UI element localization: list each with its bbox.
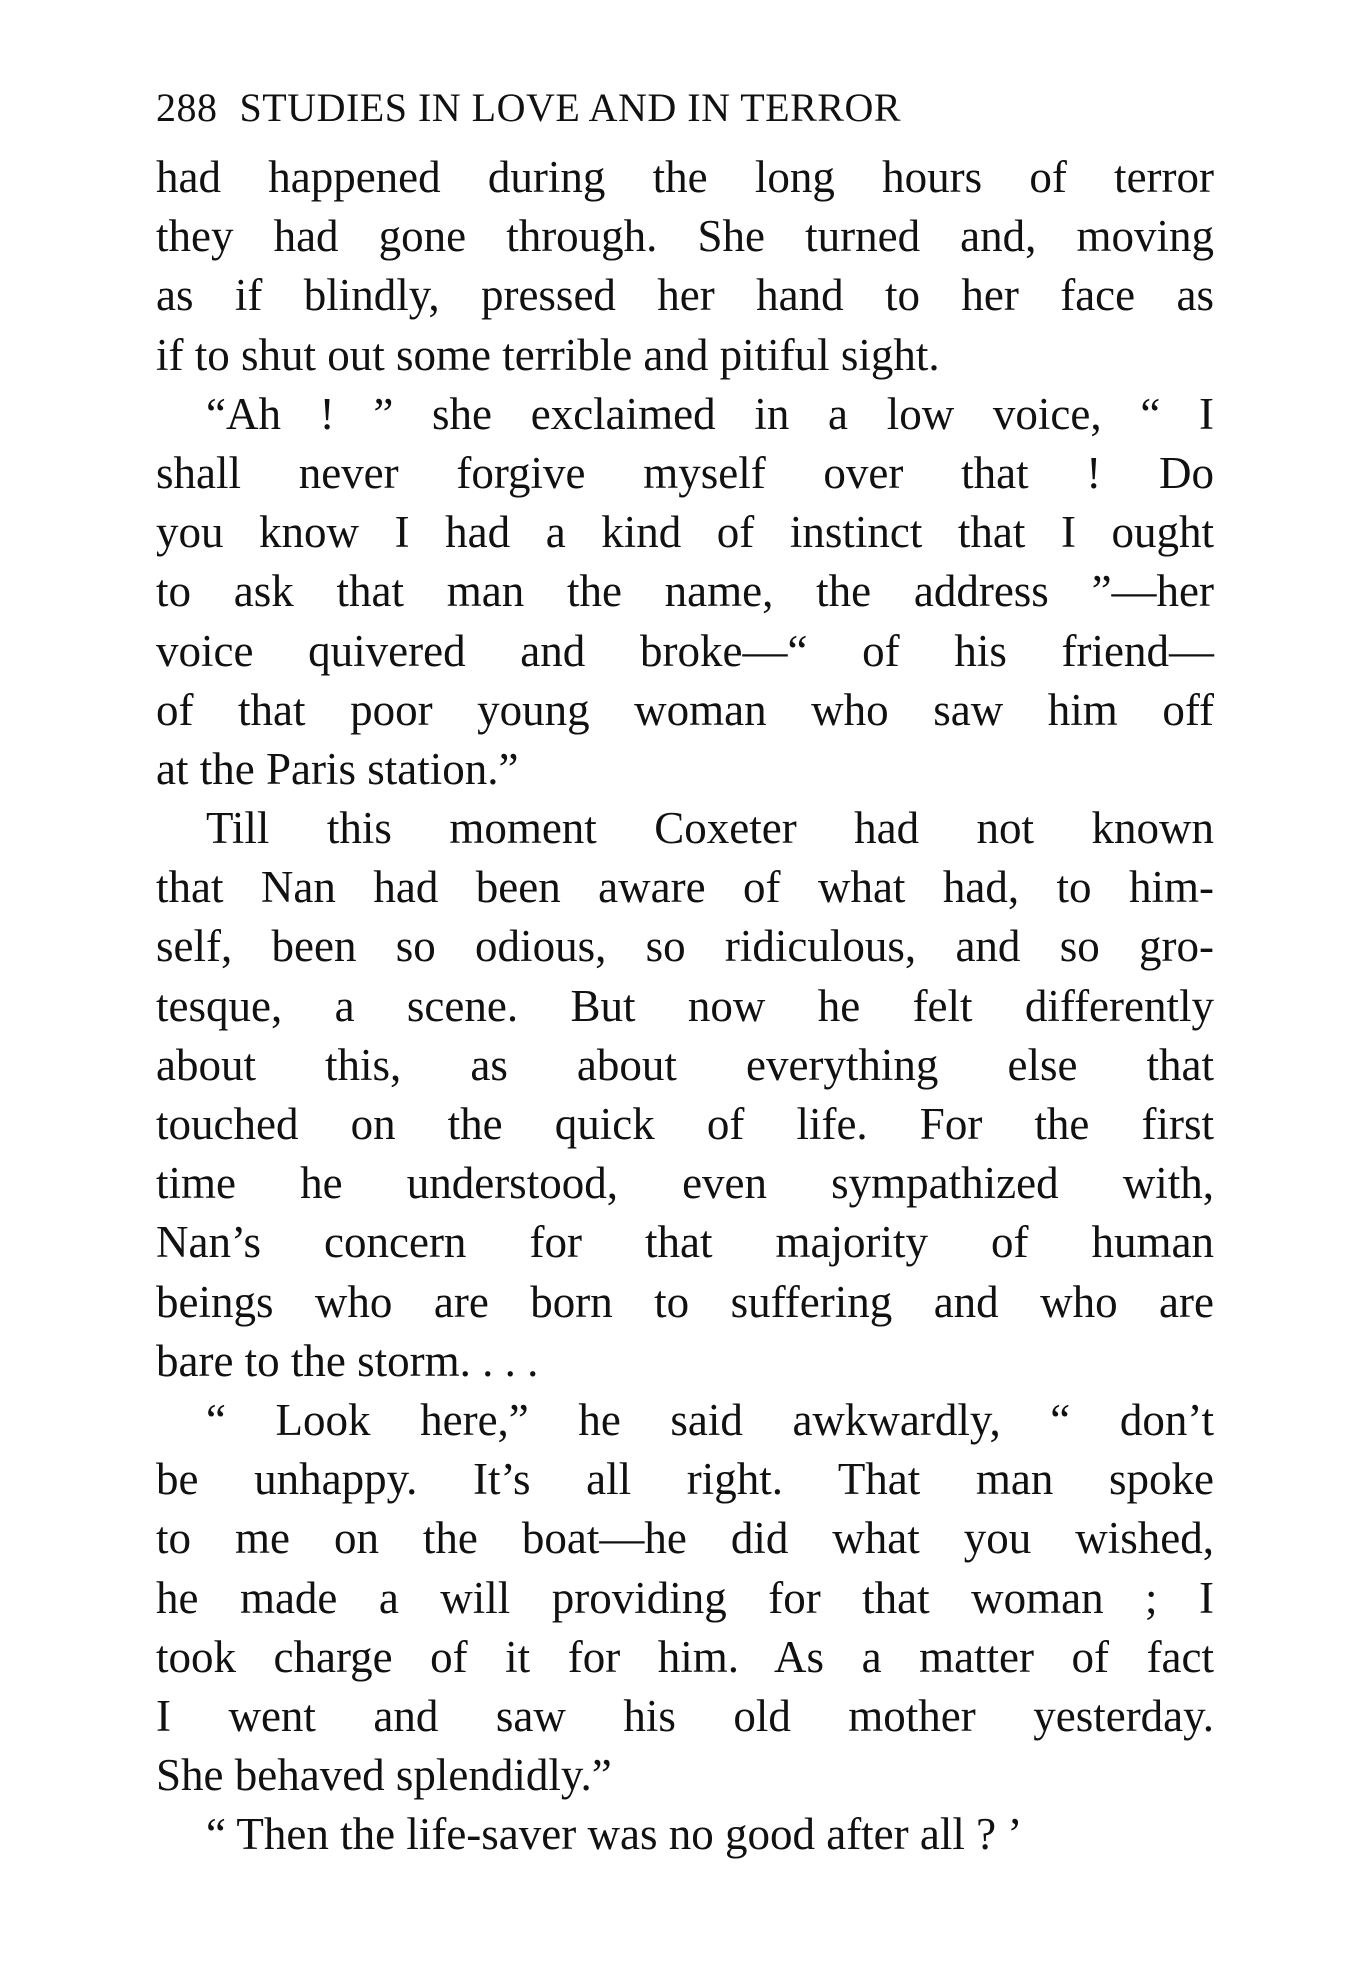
- body-text: [156, 148, 1214, 1864]
- text-line: “ Look here,” he said awkwardly, “ don’t: [206, 1394, 1214, 1445]
- text-line: of that poor young woman who saw him off: [156, 684, 1214, 735]
- text-line: as if blindly, pressed her hand to her face as: [156, 270, 1214, 321]
- text-line: be unhappy. It’s all right. That man spoke: [156, 1454, 1214, 1505]
- text-line: he made a will providing for that woman ; I: [156, 1572, 1214, 1623]
- running-title: STUDIES IN LOVE AND IN TERROR: [239, 85, 902, 130]
- text-line: “Ah ! ” she exclaimed in a low voice, “ I: [206, 388, 1214, 439]
- text-line: had happened during the long hours of terror: [156, 152, 1214, 202]
- text-line: time he understood, even sympathized with,: [156, 1158, 1214, 1209]
- text-line: I went and saw his old mother yesterday.: [156, 1690, 1214, 1741]
- text-line: to ask that man the name, the address ”—her: [156, 566, 1214, 617]
- text-line: shall never forgive myself over that ! Do: [156, 447, 1214, 498]
- text-line: self, been so odious, so ridiculous, and so gro-: [156, 921, 1214, 972]
- text-line: you know I had a kind of instinct that I ought: [156, 507, 1214, 558]
- text-line: to me on the boat—he did what you wished,: [156, 1513, 1214, 1564]
- text-line: Till this moment Coxeter had not known: [206, 803, 1214, 854]
- text-line: took charge of it for him. As a matter of fact: [156, 1631, 1214, 1682]
- text-line: if to shut out some terrible and pitiful sight.: [156, 329, 940, 380]
- text-line: tesque, a scene. But now he felt differently: [156, 980, 1214, 1031]
- text-line: beings who are born to suffering and who are: [156, 1276, 1214, 1327]
- text-line: Nan’s concern for that majority of human: [156, 1217, 1214, 1268]
- page-number: 288: [156, 85, 218, 130]
- text-line: about this, as about everything else that: [156, 1039, 1214, 1090]
- text-line: bare to the storm. . . .: [156, 1335, 539, 1386]
- text-line: touched on the quick of life. For the first: [156, 1099, 1214, 1149]
- text-line: that Nan had been aware of what had, to him-: [156, 862, 1214, 913]
- text-line: they had gone through. She turned and, moving: [156, 211, 1214, 262]
- text-line: “ Then the life-saver was no good after all ? ’: [206, 1809, 1023, 1860]
- text-line: She behaved splendidly.”: [156, 1750, 612, 1801]
- text-line: at the Paris station.”: [156, 743, 519, 794]
- running-head: [156, 78, 1216, 138]
- text-line: voice quivered and broke—“ of his friend—: [156, 625, 1214, 676]
